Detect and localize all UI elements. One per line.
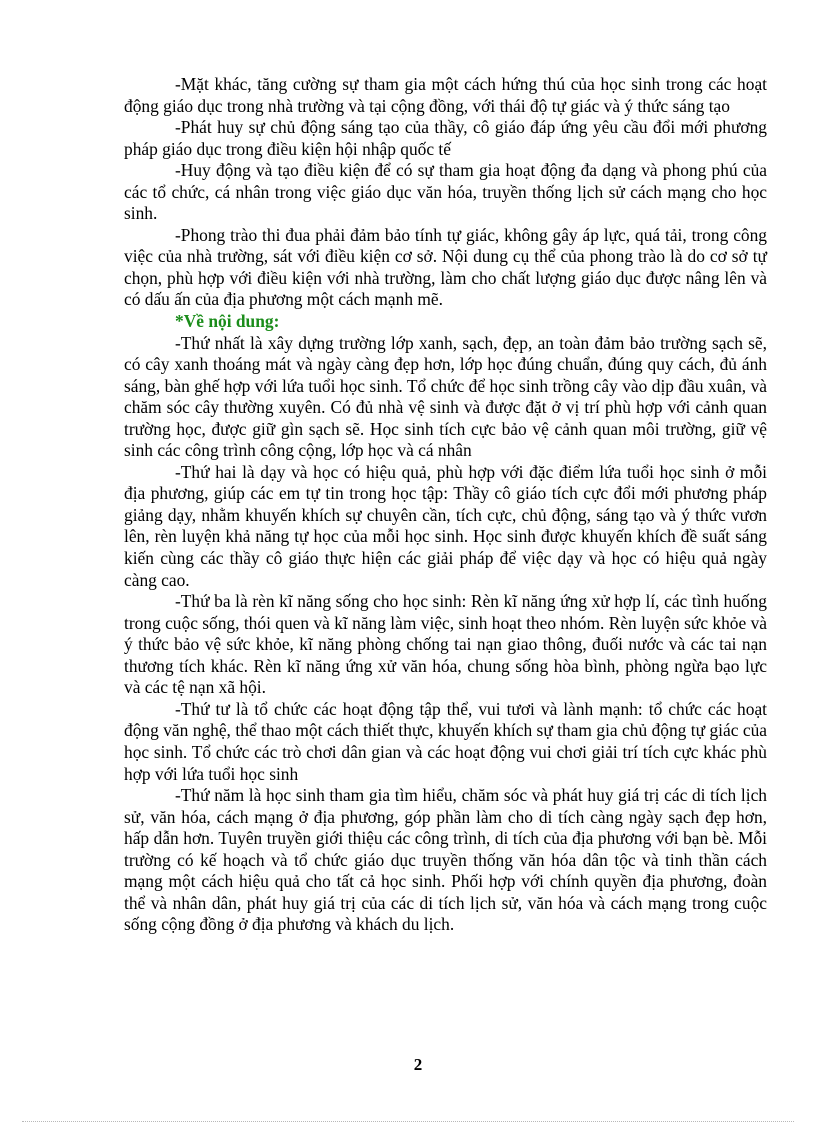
paragraph: -Huy động và tạo điều kiện để có sự tham gia hoạt động đa dạng và phong phú của các tổ chức, cá nhân trong việc giáo dục văn hóa, truyền thống lịch sử cách mạng cho học sinh. xyxy=(124,160,767,224)
page-number: 2 xyxy=(413,1055,423,1074)
paragraph: -Phát huy sự chủ động sáng tạo của thầy, cô giáo đáp ứng yêu cầu đổi mới phương pháp giáo dục trong điều kiện hội nhập quốc tế xyxy=(124,117,767,159)
section-heading: *Về nội dung: xyxy=(175,311,280,332)
paragraph: -Thứ tư là tổ chức các hoạt động tập thể, vui tươi và lành mạnh: tổ chức các hoạt động văn nghệ, thể thao một cách thiết thực, khuyến khích sự tham gia chủ động tự giác của học sinh. Tổ chức các trò chơi dân gian và các hoạt động vui chơi giải trí tích cực khác phù hợp với lứa tuổi học sinh xyxy=(124,698,767,784)
paragraph: -Mặt khác, tăng cường sự tham gia một cách hứng thú của học sinh trong các hoạt động giáo dục trong nhà trường và tại cộng đồng, với thái độ tự giác và ý thức sáng tạo xyxy=(124,74,767,116)
paragraph: -Thứ hai là dạy và học có hiệu quả, phù hợp với đặc điểm lứa tuổi học sinh ở mỗi địa phương, giúp các em tự tin trong học tập: Thầy cô giáo tích cực đổi mới phương pháp giảng dạy, nhằm khuyến khích sự chuyên cần, tích cực, chủ động, sáng tạo và ý thức vươn lên, rèn luyện khả năng tự học của mỗi học sinh. Học sinh được khuyến khích đề suất sáng kiến cùng các thầy cô giáo thực hiện các giải pháp để việc dạy và học có hiệu quả ngày càng cao. xyxy=(124,461,767,590)
paragraph: -Thứ năm là học sinh tham gia tìm hiểu, chăm sóc và phát huy giá trị các di tích lịch sử, văn hóa, cách mạng ở địa phương, góp phần làm cho di tích càng ngày sạch đẹp hơn, hấp dẫn hơn. Tuyên truyền giới thiệu các công trình, di tích của địa phương với bạn bè. Mỗi trường có kế hoạch và tổ chức giáo dục truyền thống văn hóa dân tộc và tinh thần cách mạng một cách hiệu quả cho tất cả học sinh. Phối hợp với chính quyền địa phương, đoàn thể và nhân dân, phát huy giá trị của các di tích lịch sử, văn hóa và cách mạng trong cuộc sống cộng đồng ở địa phương và khách du lịch. xyxy=(124,785,767,935)
paragraph: -Phong trào thi đua phải đảm bảo tính tự giác, không gây áp lực, quá tải, trong công việc của nhà trường, sát với điều kiện cơ sở. Nội dung cụ thể của phong trào là do cơ sở tự chọn, phù hợp với điều kiện với nhà trường, làm cho chất lượng giáo dục được nâng lên và có dấu ấn của địa phương một cách mạnh mẽ. xyxy=(124,224,767,310)
document-page xyxy=(124,74,767,936)
paragraph: -Thứ ba là rèn kĩ năng sống cho học sinh: Rèn kĩ năng ứng xử hợp lí, các tình huống trong cuộc sống, thói quen và kĩ năng làm việc, sinh hoạt theo nhóm. Rèn luyện sức khỏe và ý thức bảo vệ sức khỏe, kĩ năng phòng chống tai nạn giao thông, đuối nước và các tai nạn thương tích khác. Rèn kĩ năng ứng xử văn hóa, chung sống hòa bình, phòng ngừa bạo lực và các tệ nạn xã hội. xyxy=(124,591,767,698)
page-bottom-divider xyxy=(22,1121,794,1122)
paragraph: -Thứ nhất là xây dựng trường lớp xanh, sạch, đẹp, an toàn đảm bảo trường sạch sẽ, có cây xanh thoáng mát và ngày càng đẹp hơn, lớp học đúng chuẩn, đúng quy cách, đủ ánh sáng, bàn ghế hợp với lứa tuổi học sinh. Tổ chức để học sinh trồng cây vào dịp đầu xuân, và chăm sóc cây thường xuyên. Có đủ nhà vệ sinh và được đặt ở vị trí phù hợp với cảnh quan trường học, được giữ gìn sạch sẽ. Học sinh tích cực bảo vệ cảnh quan môi trường, giữ vệ sinh các công trình công cộng, lớp học và cá nhân xyxy=(124,332,767,461)
